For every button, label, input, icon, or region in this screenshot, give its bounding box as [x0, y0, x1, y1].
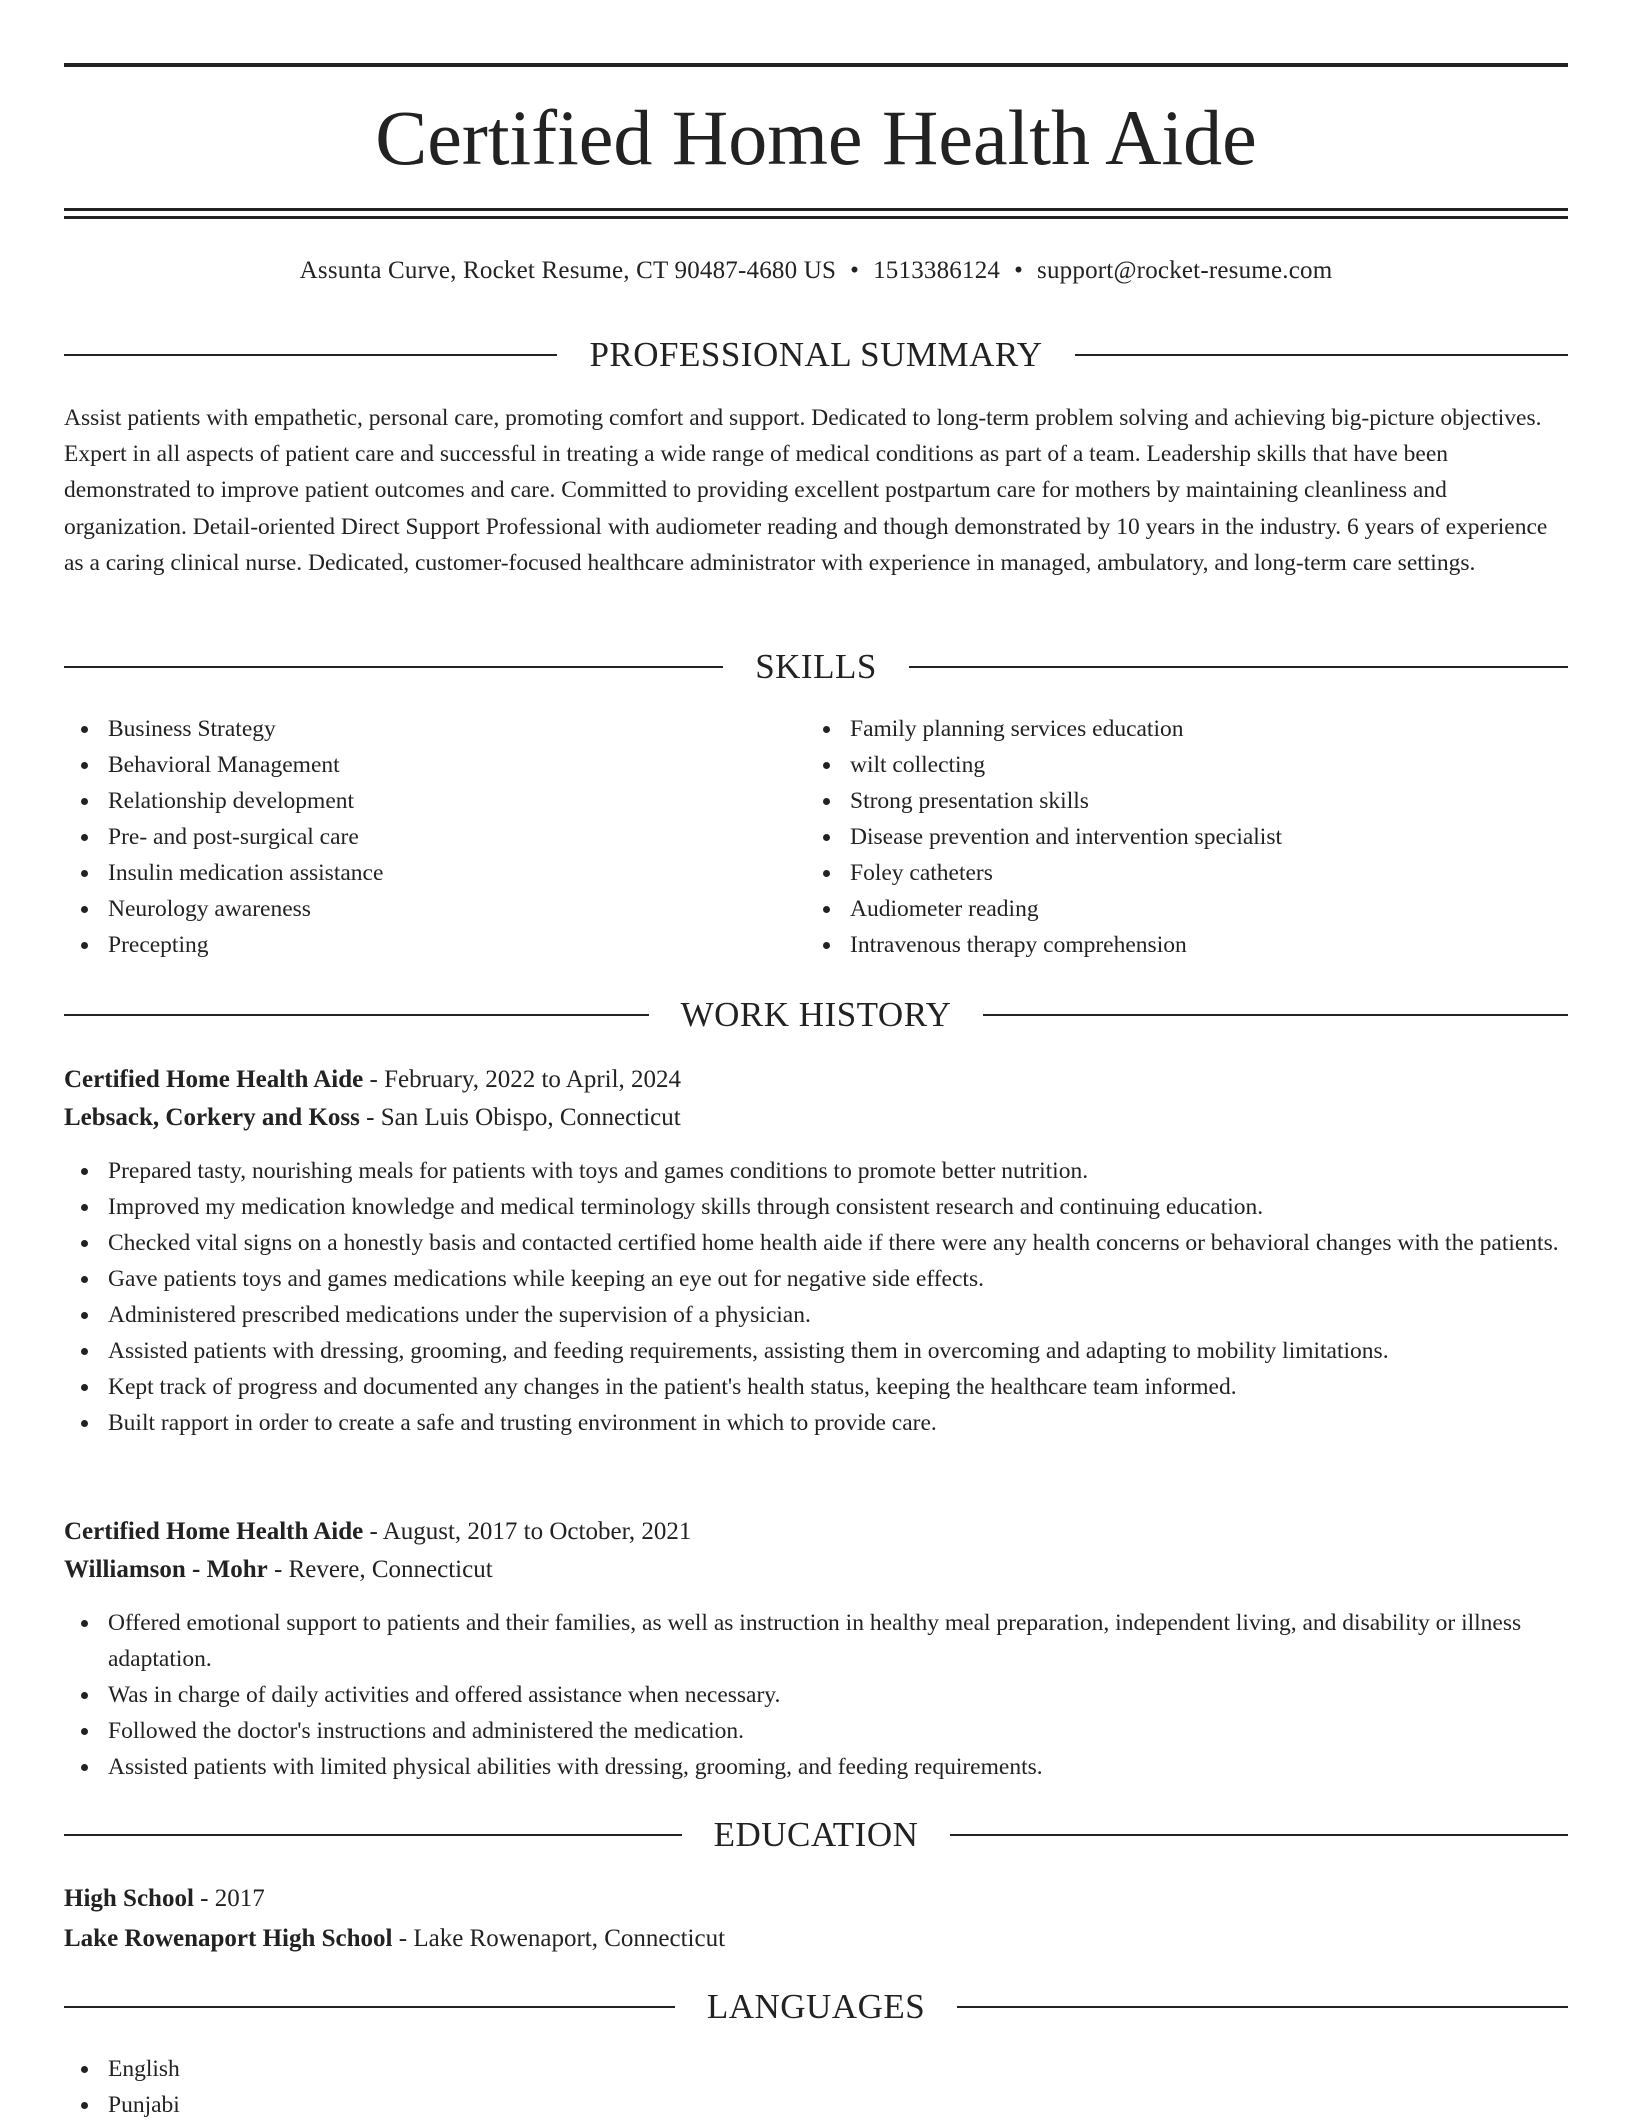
divider-line [64, 354, 557, 356]
contact-phone: 1513386124 [873, 257, 1001, 284]
header-double-rule-bottom [64, 216, 1568, 219]
education-year: - 2017 [193, 1885, 265, 1912]
divider-line [64, 2006, 675, 2008]
section-header-summary [64, 332, 1568, 378]
job-title: Certified Home Health Aide [64, 1066, 364, 1093]
job-bullet: Checked vital signs on a honestly basis and contacted certified home health aide if there were any health concerns or behavioral changes with the patients. [64, 1225, 1568, 1261]
divider-line [64, 666, 723, 668]
job-dates: - February, 2022 to April, 2024 [363, 1066, 682, 1093]
education-school-line [64, 1920, 1568, 1958]
skill-item: Behavioral Management [64, 747, 764, 783]
section-title: SKILLS [755, 647, 877, 686]
job-bullets [64, 1605, 1568, 1785]
section-header-skills [64, 644, 1568, 690]
contact-separator: • [850, 257, 860, 284]
skill-item: Insulin medication assistance [64, 855, 764, 891]
education-location: - Lake Rowenaport, Connecticut [392, 1925, 726, 1952]
skills-column-left [64, 711, 764, 963]
job-bullet: Improved my medication knowledge and medical terminology skills through consistent research and continuing education. [64, 1189, 1568, 1225]
job-company-line [64, 1099, 1568, 1137]
job-bullet: Offered emotional support to patients and their families, as well as instruction in healthy meal preparation, independent living, and disability or illness adaptation. [64, 1605, 1568, 1677]
contact-line [0, 254, 1632, 288]
job-company: Lebsack, Corkery and Koss [64, 1104, 360, 1131]
section-title: LANGUAGES [706, 1987, 926, 2026]
section-title: EDUCATION [713, 1815, 919, 1854]
divider-line [64, 1834, 682, 1836]
section-header-languages [64, 1984, 1568, 2030]
skill-item: Foley catheters [806, 855, 1506, 891]
divider-line [950, 1834, 1568, 1836]
section-header-work-history [64, 992, 1568, 1038]
divider-line [64, 1014, 649, 1016]
language-item: English [64, 2051, 1568, 2087]
job-company-line [64, 1551, 1568, 1589]
divider-line [909, 666, 1568, 668]
job-bullet: Gave patients toys and games medications while keeping an eye out for negative side effects. [64, 1261, 1568, 1297]
skill-item: Audiometer reading [806, 891, 1506, 927]
section-header-education [64, 1812, 1568, 1858]
contact-separator: • [1014, 257, 1024, 284]
skill-item: Neurology awareness [64, 891, 764, 927]
job-bullet: Assisted patients with dressing, grooming, and feeding requirements, assisting them in overcoming and adapting to mobility limitations. [64, 1333, 1568, 1369]
job-location: - Revere, Connecticut [267, 1556, 493, 1583]
job-dates: - August, 2017 to October, 2021 [363, 1518, 692, 1545]
section-title: PROFESSIONAL SUMMARY [589, 335, 1043, 374]
divider-line [983, 1014, 1568, 1016]
summary-text: Assist patients with empathetic, personal care, promoting comfort and support. Dedicated to long-term problem solving and achieving big-picture objectives. Expert in all aspects of patient care and successful in treating a wide range of medical conditions as part of a team. Leadership skills that have been demonstrated to improve patient outcomes and care. Committed to providing excellent postpartum care for mothers by maintaining cleanliness and organization. Detail-oriented Direct Support Professional with audiometer reading and though demonstrated by 10 years in the industry. 6 years of experience as a caring clinical nurse. Dedicated, customer-focused healthcare administrator with experience in managed, ambulatory, and long-term care settings. [64, 405, 1548, 576]
section-title: WORK HISTORY [680, 995, 952, 1034]
job-title: Certified Home Health Aide [64, 1518, 364, 1545]
skill-item: Intravenous therapy comprehension [806, 927, 1506, 963]
skill-item: wilt collecting [806, 747, 1506, 783]
languages-list [64, 2051, 1568, 2123]
header-double-rule-top [64, 208, 1568, 211]
language-item: Punjabi [64, 2087, 1568, 2123]
job-bullets [64, 1153, 1568, 1441]
job-company: Williamson - Mohr [64, 1556, 268, 1583]
resume-name: Certified Home Health Aide [375, 94, 1257, 181]
job-bullet: Followed the doctor's instructions and administered the medication. [64, 1713, 1568, 1749]
education-degree: High School [64, 1885, 194, 1912]
divider-line [1075, 354, 1568, 356]
job-bullet: Administered prescribed medications under the supervision of a physician. [64, 1297, 1568, 1333]
skill-item: Pre- and post-surgical care [64, 819, 764, 855]
job-bullet: Built rapport in order to create a safe and trusting environment in which to provide care. [64, 1405, 1568, 1441]
job-bullet: Kept track of progress and documented any changes in the patient's health status, keeping the healthcare team informed. [64, 1369, 1568, 1405]
top-rule [64, 63, 1568, 67]
job-title-line [64, 1513, 1568, 1551]
job-bullet: Assisted patients with limited physical abilities with dressing, grooming, and feeding requirements. [64, 1749, 1568, 1785]
skill-item: Precepting [64, 927, 764, 963]
skill-item: Family planning services education [806, 711, 1506, 747]
skill-item: Relationship development [64, 783, 764, 819]
job-bullet: Was in charge of daily activities and offered assistance when necessary. [64, 1677, 1568, 1713]
contact-email: support@rocket-resume.com [1037, 257, 1333, 284]
skills-column-right [806, 711, 1506, 963]
skill-item: Disease prevention and intervention specialist [806, 819, 1506, 855]
education-degree-line [64, 1880, 1568, 1918]
job-bullet: Prepared tasty, nourishing meals for patients with toys and games conditions to promote better nutrition. [64, 1153, 1568, 1189]
skill-item: Strong presentation skills [806, 783, 1506, 819]
job-location: - San Luis Obispo, Connecticut [359, 1104, 681, 1131]
job-title-line [64, 1061, 1568, 1099]
skill-item: Business Strategy [64, 711, 764, 747]
divider-line [957, 2006, 1568, 2008]
contact-address: Assunta Curve, Rocket Resume, CT 90487-4680 US [299, 257, 837, 284]
education-school: Lake Rowenaport High School [64, 1925, 393, 1952]
